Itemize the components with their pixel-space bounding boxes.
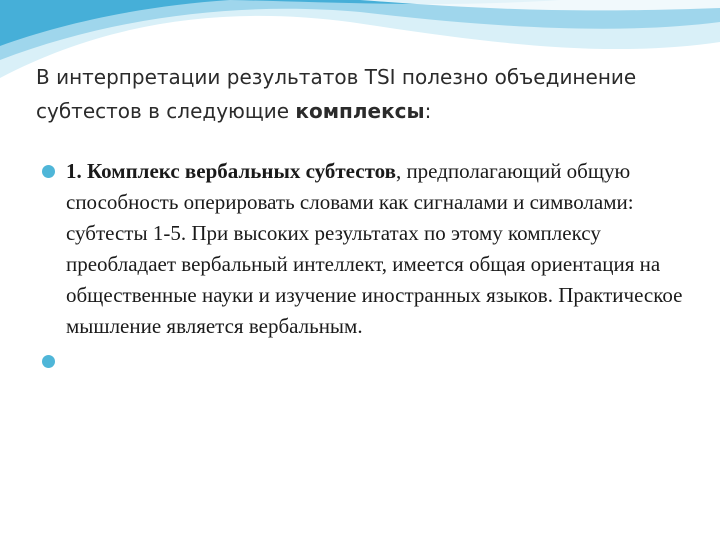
title-end: :	[424, 99, 432, 123]
bullet-dot-icon	[42, 355, 55, 368]
title-text: В интерпретации результатов TSI полезно объединение субтестов в следующие	[36, 65, 637, 123]
bullet-item-empty	[42, 346, 692, 377]
title-bold-text: комплексы	[295, 99, 425, 123]
bullet-body: , предполагающий общую способность оперировать словами как сигналами и символами: субтесты 1-5. При высоких результатах по этому комплексу преобладает вербальный интеллект, имеется общая ориентация на общественные науки и изучение иностранных языков. Практическое мышление является вербальным.	[66, 159, 683, 338]
bullet-dot-icon	[42, 165, 55, 178]
bullet-heading: 1. Комплекс вербальных субтестов	[66, 159, 396, 183]
slide-title	[36, 60, 686, 128]
bullet-item-verbal-complex	[42, 156, 692, 342]
bullet-list	[42, 156, 692, 377]
